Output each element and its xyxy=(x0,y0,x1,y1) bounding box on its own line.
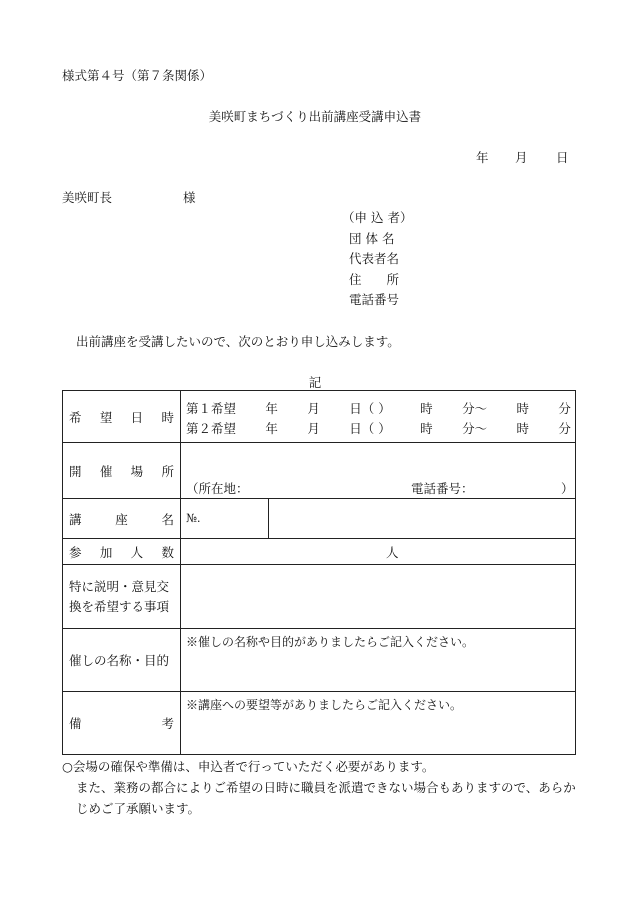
course-number-cell[interactable] xyxy=(181,499,269,539)
label-char: 座 xyxy=(115,511,128,527)
first-minute: 分～ xyxy=(462,401,488,416)
first-day: 日（ ） xyxy=(349,401,391,416)
date-year-label: 年 xyxy=(476,150,489,165)
course-name-row xyxy=(63,499,576,539)
first-year: 年 xyxy=(265,401,278,416)
event-name-hint: ※催しの名称や目的がありましたらご記入ください。 xyxy=(186,635,475,649)
participants-row xyxy=(63,539,576,565)
special-request-label-line2: 換を希望する事項 xyxy=(69,598,170,614)
special-request-row xyxy=(63,565,576,629)
applicant-heading: （申 込 者） xyxy=(342,210,413,225)
second-year: 年 xyxy=(265,421,278,436)
remarks-label xyxy=(69,714,174,732)
event-name-label: 催しの名称・目的 xyxy=(69,653,170,668)
second-minute-end: 分 xyxy=(558,421,571,436)
applicant-group-name-label: 団 体 名 xyxy=(349,231,395,246)
participants-label xyxy=(69,543,174,561)
addressee-name: 美咲町長 xyxy=(62,190,113,205)
venue-row xyxy=(63,443,576,499)
applicant-address-label: 住 所 xyxy=(349,272,400,287)
remarks-value-cell[interactable] xyxy=(181,692,576,755)
second-preference-line xyxy=(186,419,571,437)
label-char: 時 xyxy=(161,409,174,425)
form-title: 美咲町まちづくり出前講座受講申込書 xyxy=(208,109,422,124)
venue-close-paren: ） xyxy=(561,481,574,496)
venue-location-label: （所在地： xyxy=(186,481,249,496)
label-char: 名 xyxy=(161,511,174,527)
application-table xyxy=(62,390,576,755)
special-request-label-cell xyxy=(63,565,181,629)
remarks-label-cell xyxy=(63,692,181,755)
label-char: 人 xyxy=(130,544,144,560)
second-minute: 分～ xyxy=(462,421,488,436)
label-char: 日 xyxy=(130,409,144,425)
course-name-value-cell[interactable] xyxy=(269,499,576,539)
venue-phone-label: 電話番号： xyxy=(411,481,474,496)
label-char: 望 xyxy=(99,409,113,425)
first-month: 月 xyxy=(307,401,320,416)
remarks-hint: ※講座への要望等がありましたらご記入ください。 xyxy=(186,698,463,712)
applicant-representative-label: 代表者名 xyxy=(349,251,400,266)
desired-datetime-value-cell[interactable] xyxy=(181,391,576,443)
second-hour-end: 時 xyxy=(516,421,530,436)
date-month-label: 月 xyxy=(515,150,528,165)
label-char: 加 xyxy=(99,544,113,560)
label-char: 開 xyxy=(69,463,82,479)
course-number-label: №. xyxy=(186,511,201,525)
label-char: 希 xyxy=(69,409,82,425)
event-name-label-cell xyxy=(63,629,181,692)
applicant-phone-label: 電話番号 xyxy=(349,292,400,307)
footnote-line-3: じめご了承願います。 xyxy=(76,801,201,816)
first-minute-end: 分 xyxy=(558,401,571,416)
venue-label xyxy=(69,462,174,480)
second-hour: 時 xyxy=(420,421,433,436)
course-name-label-cell xyxy=(63,499,181,539)
desired-datetime-row xyxy=(63,391,576,443)
label-char: 催 xyxy=(99,463,113,479)
label-char: 数 xyxy=(161,544,174,560)
desired-datetime-label-cell xyxy=(63,391,181,443)
first-hour: 時 xyxy=(420,401,433,416)
participants-unit: 人 xyxy=(386,545,399,560)
label-char: 場 xyxy=(130,463,144,479)
footnote-line-2: また、業務の都合によりご希望の日時に職員を派遣できない場合もありますので、あらか xyxy=(76,780,576,795)
special-request-label-line1: 特に説明・意見交 xyxy=(69,578,170,594)
remarks-row xyxy=(63,692,576,755)
footnote-line-1: ○会場の確保や準備は、申込者で行っていただく必要があります。 xyxy=(62,759,435,774)
desired-datetime-label xyxy=(69,408,174,426)
intro-text: 出前講座を受講したいので、次のとおり申し込みします。 xyxy=(76,334,400,349)
label-char: 参 xyxy=(69,544,82,560)
second-day: 日（ ） xyxy=(349,421,391,436)
first-preference-label: 第１希望 xyxy=(186,401,237,416)
venue-label-cell xyxy=(63,443,181,499)
first-preference-line xyxy=(186,399,571,417)
form-number: 様式第４号（第７条関係） xyxy=(62,68,213,83)
first-hour-end: 時 xyxy=(516,401,530,416)
label-char: 考 xyxy=(161,716,174,731)
event-name-row xyxy=(63,629,576,692)
label-char: 備 xyxy=(69,716,82,731)
course-name-label xyxy=(69,510,174,528)
second-preference-label: 第２希望 xyxy=(186,421,237,436)
addressee-honorific: 様 xyxy=(183,190,196,205)
participants-value-cell[interactable] xyxy=(181,539,576,565)
label-char: 講 xyxy=(69,511,82,527)
second-month: 月 xyxy=(307,421,320,436)
special-request-value-cell[interactable] xyxy=(181,565,576,629)
venue-value-cell[interactable] xyxy=(181,443,576,499)
participants-label-cell xyxy=(63,539,181,565)
label-char: 所 xyxy=(161,463,174,479)
ki-heading: 記 xyxy=(308,375,322,390)
event-name-value-cell[interactable] xyxy=(181,629,576,692)
date-day-label: 日 xyxy=(556,150,569,165)
